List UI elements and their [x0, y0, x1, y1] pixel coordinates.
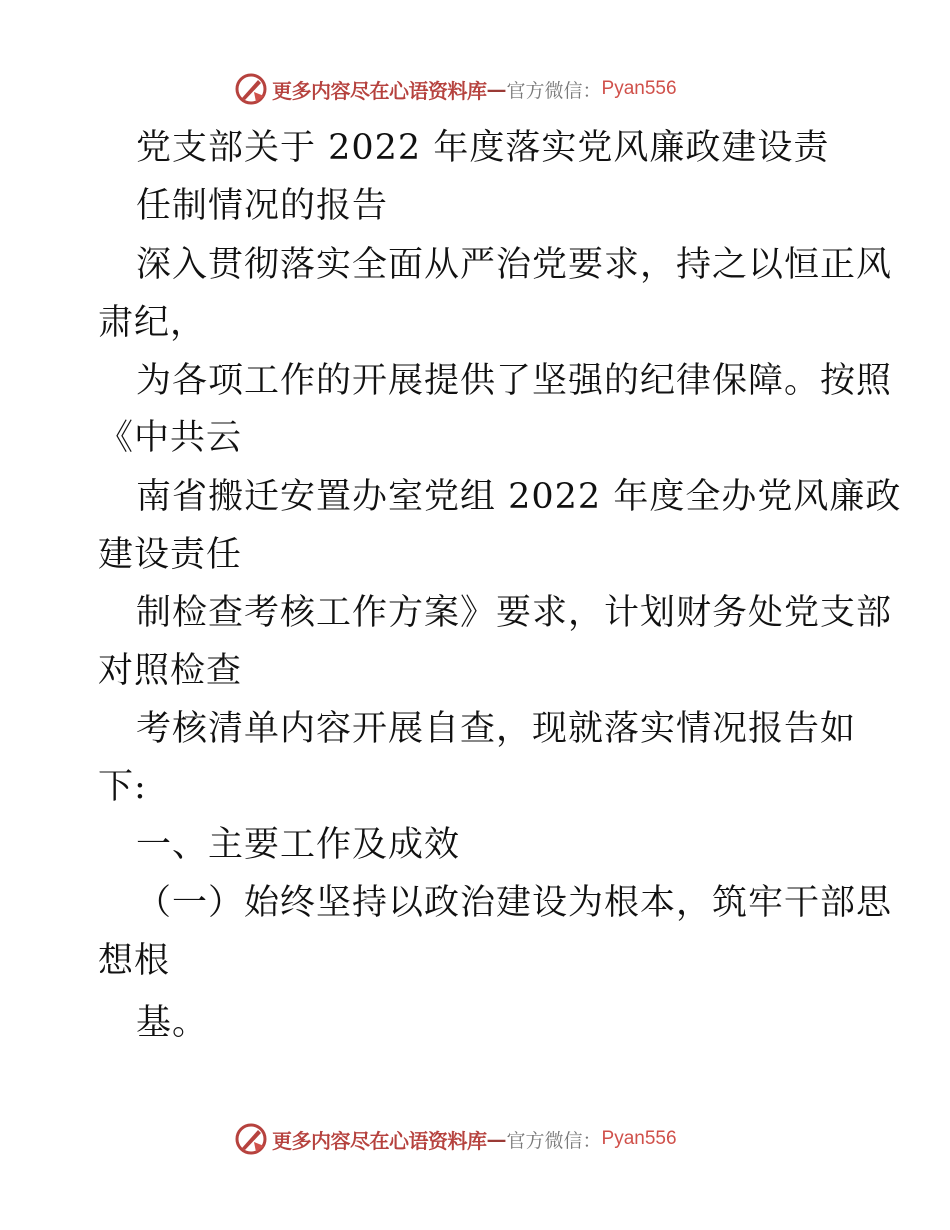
- body-line: 对照检查: [98, 651, 243, 691]
- body-line: 《中共云: [98, 418, 243, 458]
- body-line: 深入贯彻落实全面从严治党要求，持之以恒正风: [136, 245, 893, 285]
- subsection-heading: （一）始终坚持以政治建设为根本，筑牢干部思: [136, 883, 893, 923]
- pen-logo-icon: [234, 72, 268, 106]
- watermark-label: 官方微信：: [506, 79, 602, 102]
- body-line: 下:: [98, 767, 147, 807]
- body-line: 想根: [98, 941, 171, 981]
- document-title-line-2: 任制情况的报告: [136, 186, 389, 226]
- watermark-separator: —: [486, 77, 507, 101]
- watermark-text: 更多内容尽在心语资料库: [272, 78, 487, 103]
- pen-logo-icon: [234, 1122, 268, 1156]
- body-line: 建设责任: [98, 535, 243, 575]
- body-line: 为各项工作的开展提供了坚强的纪律保障。按照: [136, 361, 893, 401]
- watermark-label: 官方微信：: [506, 1129, 602, 1152]
- body-line: 肃纪，: [98, 303, 207, 343]
- body-line: 制检查考核工作方案》要求，计划财务处党支部: [136, 593, 893, 633]
- body-line: 基。: [136, 1003, 209, 1043]
- document-title-line-1: 党支部关于 2022 年度落实党风廉政建设责: [136, 128, 830, 168]
- body-line: 考核清单内容开展自查，现就落实情况报告如: [136, 709, 857, 749]
- body-line: 南省搬迁安置办室党组 2022 年度全办党风廉政: [136, 477, 902, 517]
- footer-watermark: [234, 1122, 677, 1156]
- watermark-id: Pyan556: [601, 1128, 677, 1149]
- watermark-id: Pyan556: [601, 78, 677, 99]
- section-heading: 一、主要工作及成效: [136, 825, 461, 865]
- header-watermark: [234, 72, 677, 106]
- watermark-text: 更多内容尽在心语资料库: [272, 1128, 487, 1153]
- watermark-separator: —: [486, 1127, 507, 1151]
